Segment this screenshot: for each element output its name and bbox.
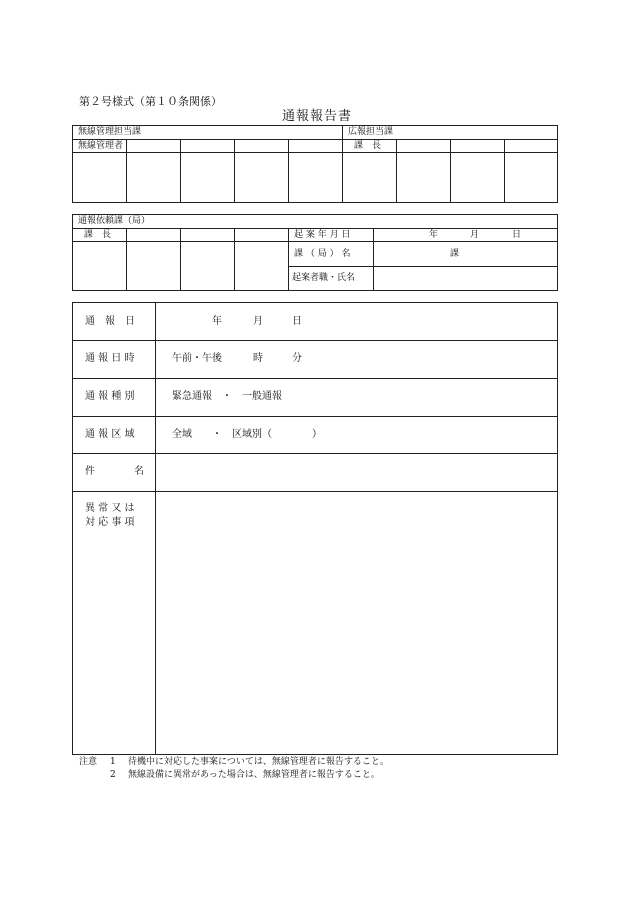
report-date-day: 日	[292, 316, 302, 327]
label-drafter: 起案者職・氏名	[292, 273, 356, 283]
label-report-area: 通 報 区 域	[85, 429, 135, 440]
label-report-date: 通 報 日	[85, 316, 135, 327]
label-report-type: 通 報 種 別	[85, 391, 135, 402]
report-time-ampm: 午前・午後	[172, 353, 222, 364]
section-request-dept: 通報依頼課（局）	[78, 216, 151, 226]
label-report-time: 通 報 日 時	[85, 353, 135, 364]
report-date-month: 月	[253, 316, 263, 327]
label-section-chief: 課 長	[354, 141, 382, 151]
note-number: 1	[110, 757, 116, 767]
label-subject-right: 名	[134, 466, 144, 477]
label-subject-left: 件	[85, 466, 95, 477]
draft-date-day: 日	[512, 230, 522, 240]
note-text: 無線設備に異常があった場合は、無線管理者に報告すること。	[128, 770, 380, 780]
draft-date-year: 年	[429, 230, 439, 240]
report-type-value: 緊急通報 ・ 一般通報	[172, 391, 282, 402]
note-text: 待機中に対応した事案については、無線管理者に報告すること。	[128, 757, 389, 767]
report-area-value: 全域 ・ 区域別（ ）	[172, 429, 322, 440]
label-dept-name: 課 （ 局 ） 名	[294, 249, 351, 259]
label-draft-date: 起 案 年 月 日	[294, 230, 351, 240]
section-radio-management: 無線管理担当課	[78, 127, 142, 137]
dept-suffix: 課	[450, 249, 460, 259]
label-abnormal-line1: 異 常 又 は	[85, 503, 135, 514]
page-title: 通報報告書	[282, 109, 353, 124]
notes-heading: 注意	[79, 757, 98, 767]
label-request-chief: 課 長	[84, 230, 112, 240]
report-date-year: 年	[212, 316, 222, 327]
report-time-hour: 時	[253, 353, 263, 364]
note-number: 2	[110, 770, 116, 780]
report-time-minute: 分	[292, 353, 302, 364]
form-id: 第２号様式（第１０条関係）	[79, 95, 222, 108]
label-abnormal-line2: 対 応 事 項	[85, 517, 135, 528]
label-radio-manager: 無線管理者	[78, 141, 124, 151]
section-public-relations: 広報担当課	[348, 127, 394, 137]
draft-date-month: 月	[470, 230, 480, 240]
